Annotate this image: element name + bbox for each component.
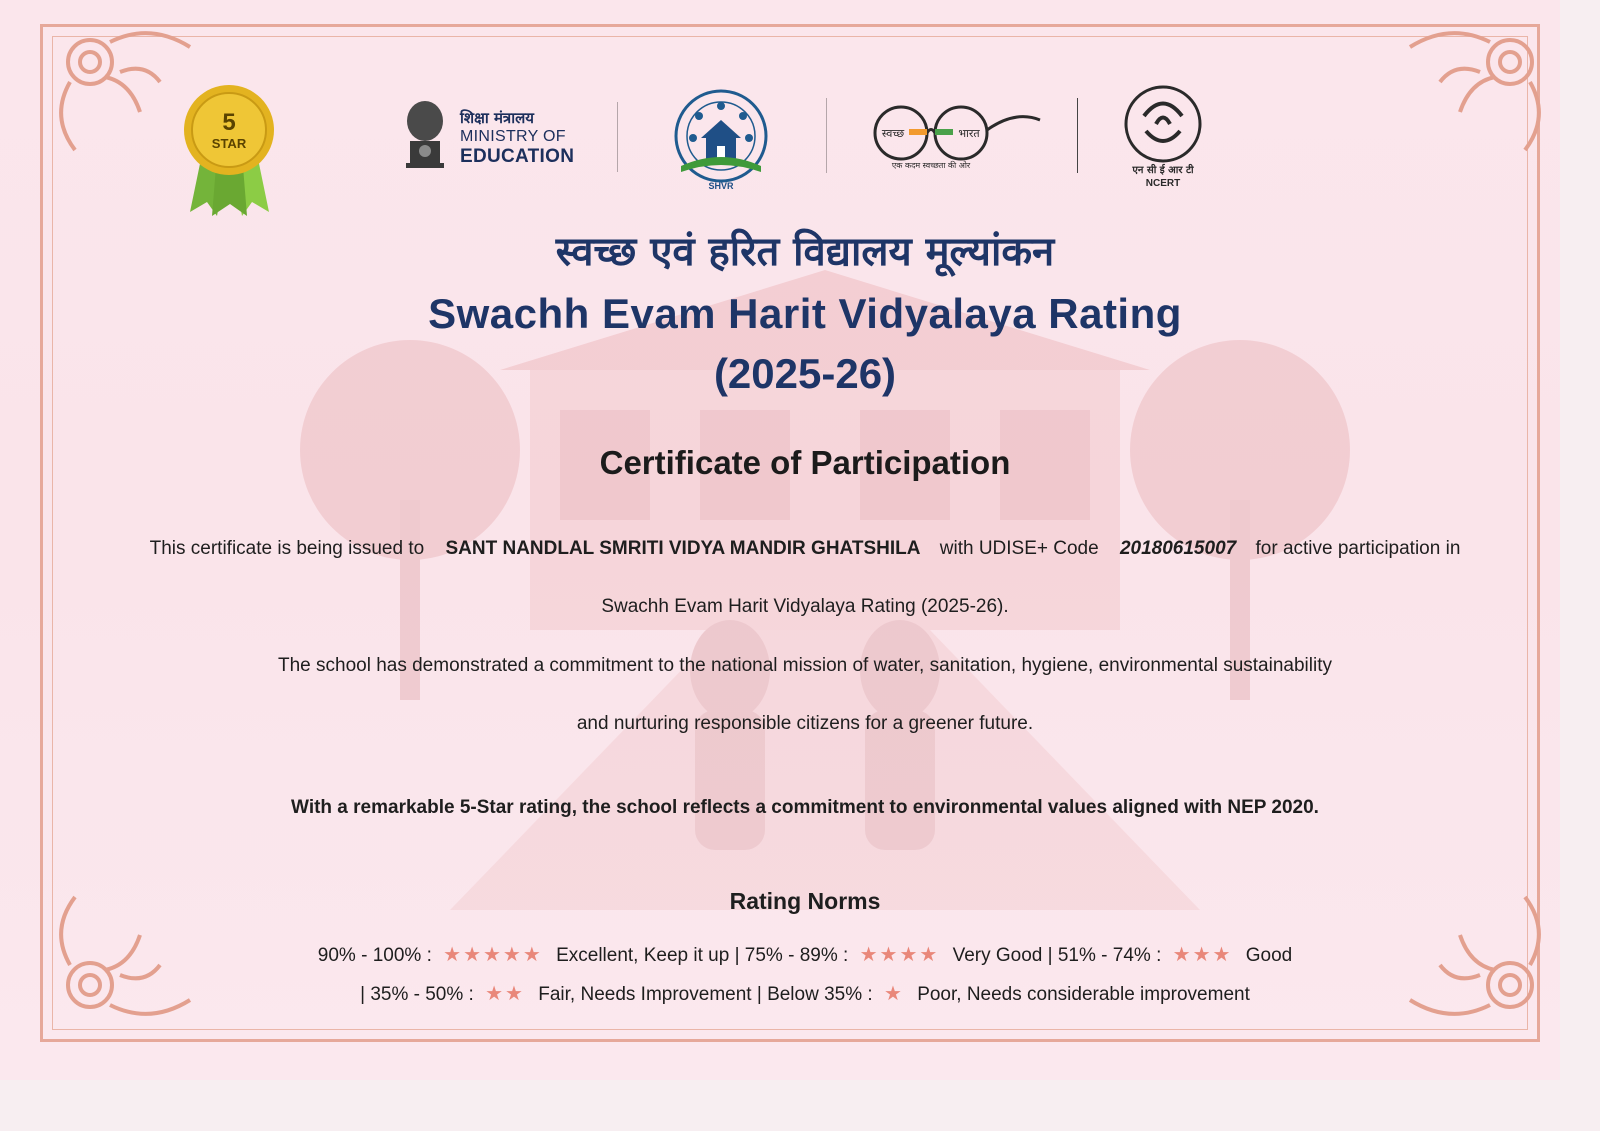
rating-norms-title: Rating Norms <box>729 888 881 914</box>
ministry-of-education-logo <box>400 96 585 176</box>
norm-range: 75% - 89% : <box>744 945 849 966</box>
swachh-right-text: भारत <box>958 127 980 140</box>
school-name: SANT NANDLAL SMRITI VIDYA MANDIR GHATSHILA <box>445 538 921 559</box>
star-icon: ★★ <box>485 983 525 1005</box>
star-icon: ★★★ <box>1172 944 1233 966</box>
badge-number: 5 <box>222 109 236 136</box>
udise-code: 20180615007 <box>1119 538 1237 559</box>
moe-label-line1: MINISTRY OF <box>460 128 566 145</box>
ncert-hindi-label: एन सी ई आर टी <box>1132 165 1194 176</box>
swachh-left-text: स्वच्छ <box>881 127 905 140</box>
norm-range: | 35% - 50% : <box>360 984 474 1005</box>
moe-label-line2: EDUCATION <box>460 146 575 167</box>
commitment-line-1: The school has demonstrated a commitment to the national mission of water, sanitation, hygiene, environmental sustainability <box>277 655 1332 676</box>
shvr-label: SHVR <box>708 181 734 191</box>
norm-label: Fair, Needs Improvement | <box>538 984 762 1005</box>
star-icon: ★★★★ <box>859 944 940 966</box>
udise-prefix: with UDISE+ Code <box>939 538 1099 559</box>
commitment-line-2: and nurturing responsible citizens for a greener future. <box>576 713 1034 734</box>
emblem-icon <box>400 96 450 176</box>
rating-norms-row-1 <box>0 942 1600 967</box>
star-icon: ★ <box>883 983 904 1005</box>
swachh-bharat-glasses-icon <box>865 100 1045 172</box>
logo-divider <box>1077 98 1078 173</box>
moe-hindi-label: शिक्षा मंत्रालय <box>460 109 534 127</box>
norm-label: Good <box>1245 945 1293 966</box>
ncert-label: NCERT <box>1145 178 1181 189</box>
star-icon: ★★★★★ <box>443 944 543 966</box>
issued-to-prefix: This certificate is being issued to <box>149 538 425 559</box>
logo-row <box>0 88 1600 198</box>
norm-label: Excellent, Keep it up | <box>556 945 740 966</box>
badge-label: STAR <box>211 136 247 151</box>
title-english: Swachh Evam Harit Vidyalaya Rating <box>428 290 1182 337</box>
swachh-tagline: एक कदम स्वच्छता की ओर <box>891 161 971 170</box>
norm-range: 51% - 74% : <box>1057 945 1162 966</box>
title-hindi: स्वच्छ एवं हरित विद्यालय मूल्यांकन <box>555 229 1055 275</box>
norm-label: Poor, Needs considerable improvement <box>917 984 1250 1005</box>
logo-divider <box>617 102 618 172</box>
norm-range: 90% - 100% : <box>317 945 432 966</box>
title-year: (2025-26) <box>713 350 897 397</box>
rating-norms-row-2 <box>0 981 1600 1006</box>
ncert-logo-icon <box>1116 76 1211 191</box>
certificate-heading: Certificate of Participation <box>599 444 1011 481</box>
norm-range: Below 35% : <box>767 984 873 1005</box>
norm-label: Very Good | <box>952 945 1053 966</box>
shvr-logo-icon <box>656 88 786 193</box>
program-line: Swachh Evam Harit Vidyalaya Rating (2025-26). <box>601 596 1009 617</box>
participation-suffix: for active participation in <box>1255 538 1461 559</box>
logo-divider <box>826 98 827 173</box>
rating-statement: With a remarkable 5-Star rating, the school reflects a commitment to environmental values aligned with NEP 2020. <box>291 797 1319 818</box>
issued-to-line <box>0 538 1600 560</box>
